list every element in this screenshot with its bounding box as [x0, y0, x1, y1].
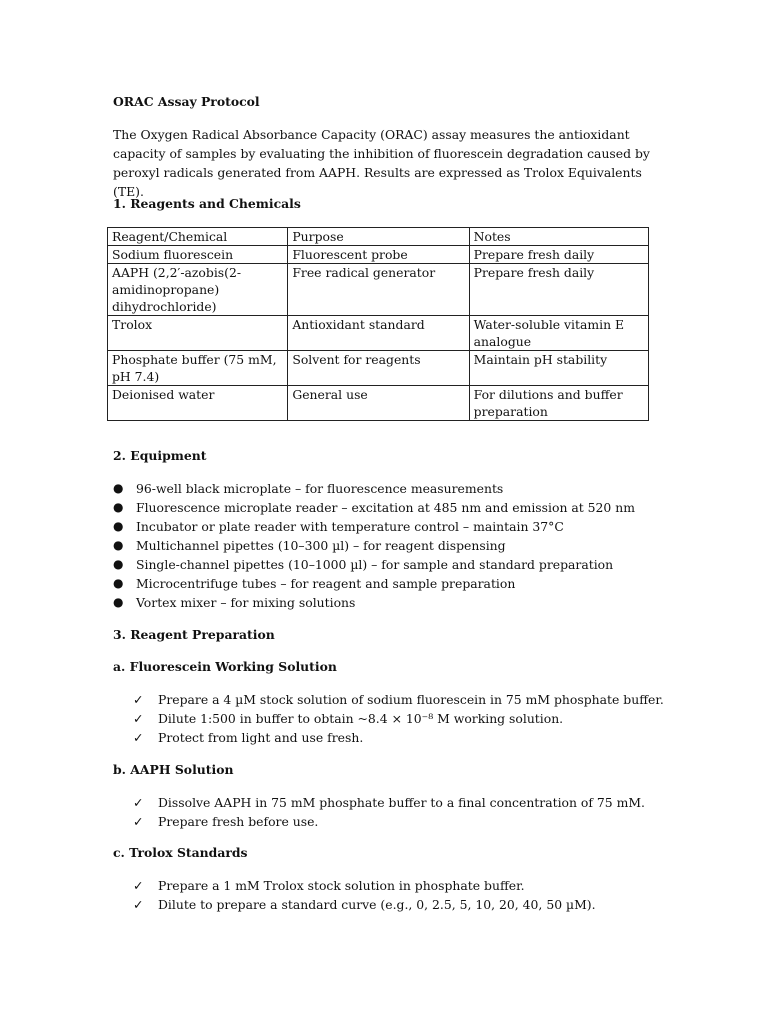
table-row: [108, 316, 649, 351]
bullet-icon: ●: [113, 538, 124, 552]
trolox-steps: [133, 876, 596, 914]
table-header-cell: Reagent/Chemical: [108, 228, 288, 246]
list-item: ● Multichannel pipettes (10–300 µl) – for reagent dispensing: [113, 538, 506, 553]
list-item: ✓ Prepare fresh before use.: [133, 814, 319, 829]
bullet-icon: ●: [113, 500, 124, 514]
checkmark-icon: ✓: [133, 730, 144, 745]
table-cell: Maintain pH stability: [469, 351, 648, 386]
fluorescein-steps: [133, 690, 664, 747]
table-cell: Phosphate buffer (75 mM, pH 7.4): [108, 351, 288, 386]
equipment-heading: 2. Equipment: [113, 448, 207, 463]
list-item: ● Single-channel pipettes (10–1000 µl) – for sample and standard preparation: [113, 557, 614, 572]
aaph-heading: b. AAPH Solution: [113, 762, 234, 777]
bullet-icon: ●: [113, 576, 124, 590]
checkmark-icon: ✓: [133, 795, 144, 810]
table-cell: AAPH (2,2′-azobis(2-amidinopropane) dihydrochloride): [108, 264, 288, 316]
reagents-heading: 1. Reagents and Chemicals: [113, 196, 301, 211]
checkmark-icon: ✓: [133, 897, 144, 912]
checkmark-icon: ✓: [133, 711, 144, 726]
table-cell: Sodium fluorescein: [108, 246, 288, 264]
checkmark-icon: ✓: [133, 692, 144, 707]
table-cell: Trolox: [108, 316, 288, 351]
trolox-heading: c. Trolox Standards: [113, 845, 248, 860]
list-item: ● 96-well black microplate – for fluorescence measurements: [113, 481, 504, 496]
list-item: ● Incubator or plate reader with temperature control – maintain 37°C: [113, 519, 564, 534]
checkmark-icon: ✓: [133, 814, 144, 829]
table-cell: General use: [288, 386, 469, 421]
bullet-icon: ●: [113, 481, 124, 495]
document-title: ORAC Assay Protocol: [113, 94, 260, 109]
list-item: ✓ Prepare a 1 mM Trolox stock solution in phosphate buffer.: [133, 878, 525, 893]
list-item: ● Vortex mixer – for mixing solutions: [113, 595, 356, 610]
table-cell: Fluorescent probe: [288, 246, 469, 264]
list-item: ✓ Dilute 1:500 in buffer to obtain ~8.4 × 10⁻⁸ M working solution.: [133, 711, 564, 726]
checkmark-icon: ✓: [133, 878, 144, 893]
table-row: [108, 246, 649, 264]
equipment-list: [113, 479, 635, 612]
table-header-row: [108, 228, 649, 246]
aaph-steps: [133, 793, 645, 831]
list-item: ● Fluorescence microplate reader – excitation at 485 nm and emission at 520 nm: [113, 500, 635, 515]
reagents-table: [107, 227, 649, 421]
table-cell: Solvent for reagents: [288, 351, 469, 386]
list-item: ● Microcentrifuge tubes – for reagent and sample preparation: [113, 576, 516, 591]
bullet-icon: ●: [113, 595, 124, 609]
reagent-prep-heading: 3. Reagent Preparation: [113, 627, 275, 642]
intro-paragraph: The Oxygen Radical Absorbance Capacity (ORAC) assay measures the antioxidant capacity of samples by evaluating the inhibition of fluorescein degradation caused by peroxyl radicals generated from AAPH. Results are expressed as Trolox Equivalents (TE).: [113, 127, 650, 199]
list-item: ✓ Prepare a 4 µM stock solution of sodium fluorescein in 75 mM phosphate buffer.: [133, 692, 664, 707]
table-cell: Water-soluble vitamin E analogue: [469, 316, 648, 351]
table-row: [108, 264, 649, 316]
list-item: ✓ Dissolve AAPH in 75 mM phosphate buffer to a final concentration of 75 mM.: [133, 795, 645, 810]
table-cell: Prepare fresh daily: [469, 264, 648, 316]
bullet-icon: ●: [113, 519, 124, 533]
fluorescein-heading: a. Fluorescein Working Solution: [113, 659, 337, 674]
table-cell: Free radical generator: [288, 264, 469, 316]
table-cell: Antioxidant standard: [288, 316, 469, 351]
table-row: [108, 351, 649, 386]
list-item: ✓ Protect from light and use fresh.: [133, 730, 364, 745]
bullet-icon: ●: [113, 557, 124, 571]
table-row: [108, 386, 649, 421]
table-cell: For dilutions and buffer preparation: [469, 386, 648, 421]
table-header-cell: Purpose: [288, 228, 469, 246]
table-cell: Deionised water: [108, 386, 288, 421]
table-header-cell: Notes: [469, 228, 648, 246]
list-item: ✓ Dilute to prepare a standard curve (e.g., 0, 2.5, 5, 10, 20, 40, 50 µM).: [133, 897, 596, 912]
table-cell: Prepare fresh daily: [469, 246, 648, 264]
